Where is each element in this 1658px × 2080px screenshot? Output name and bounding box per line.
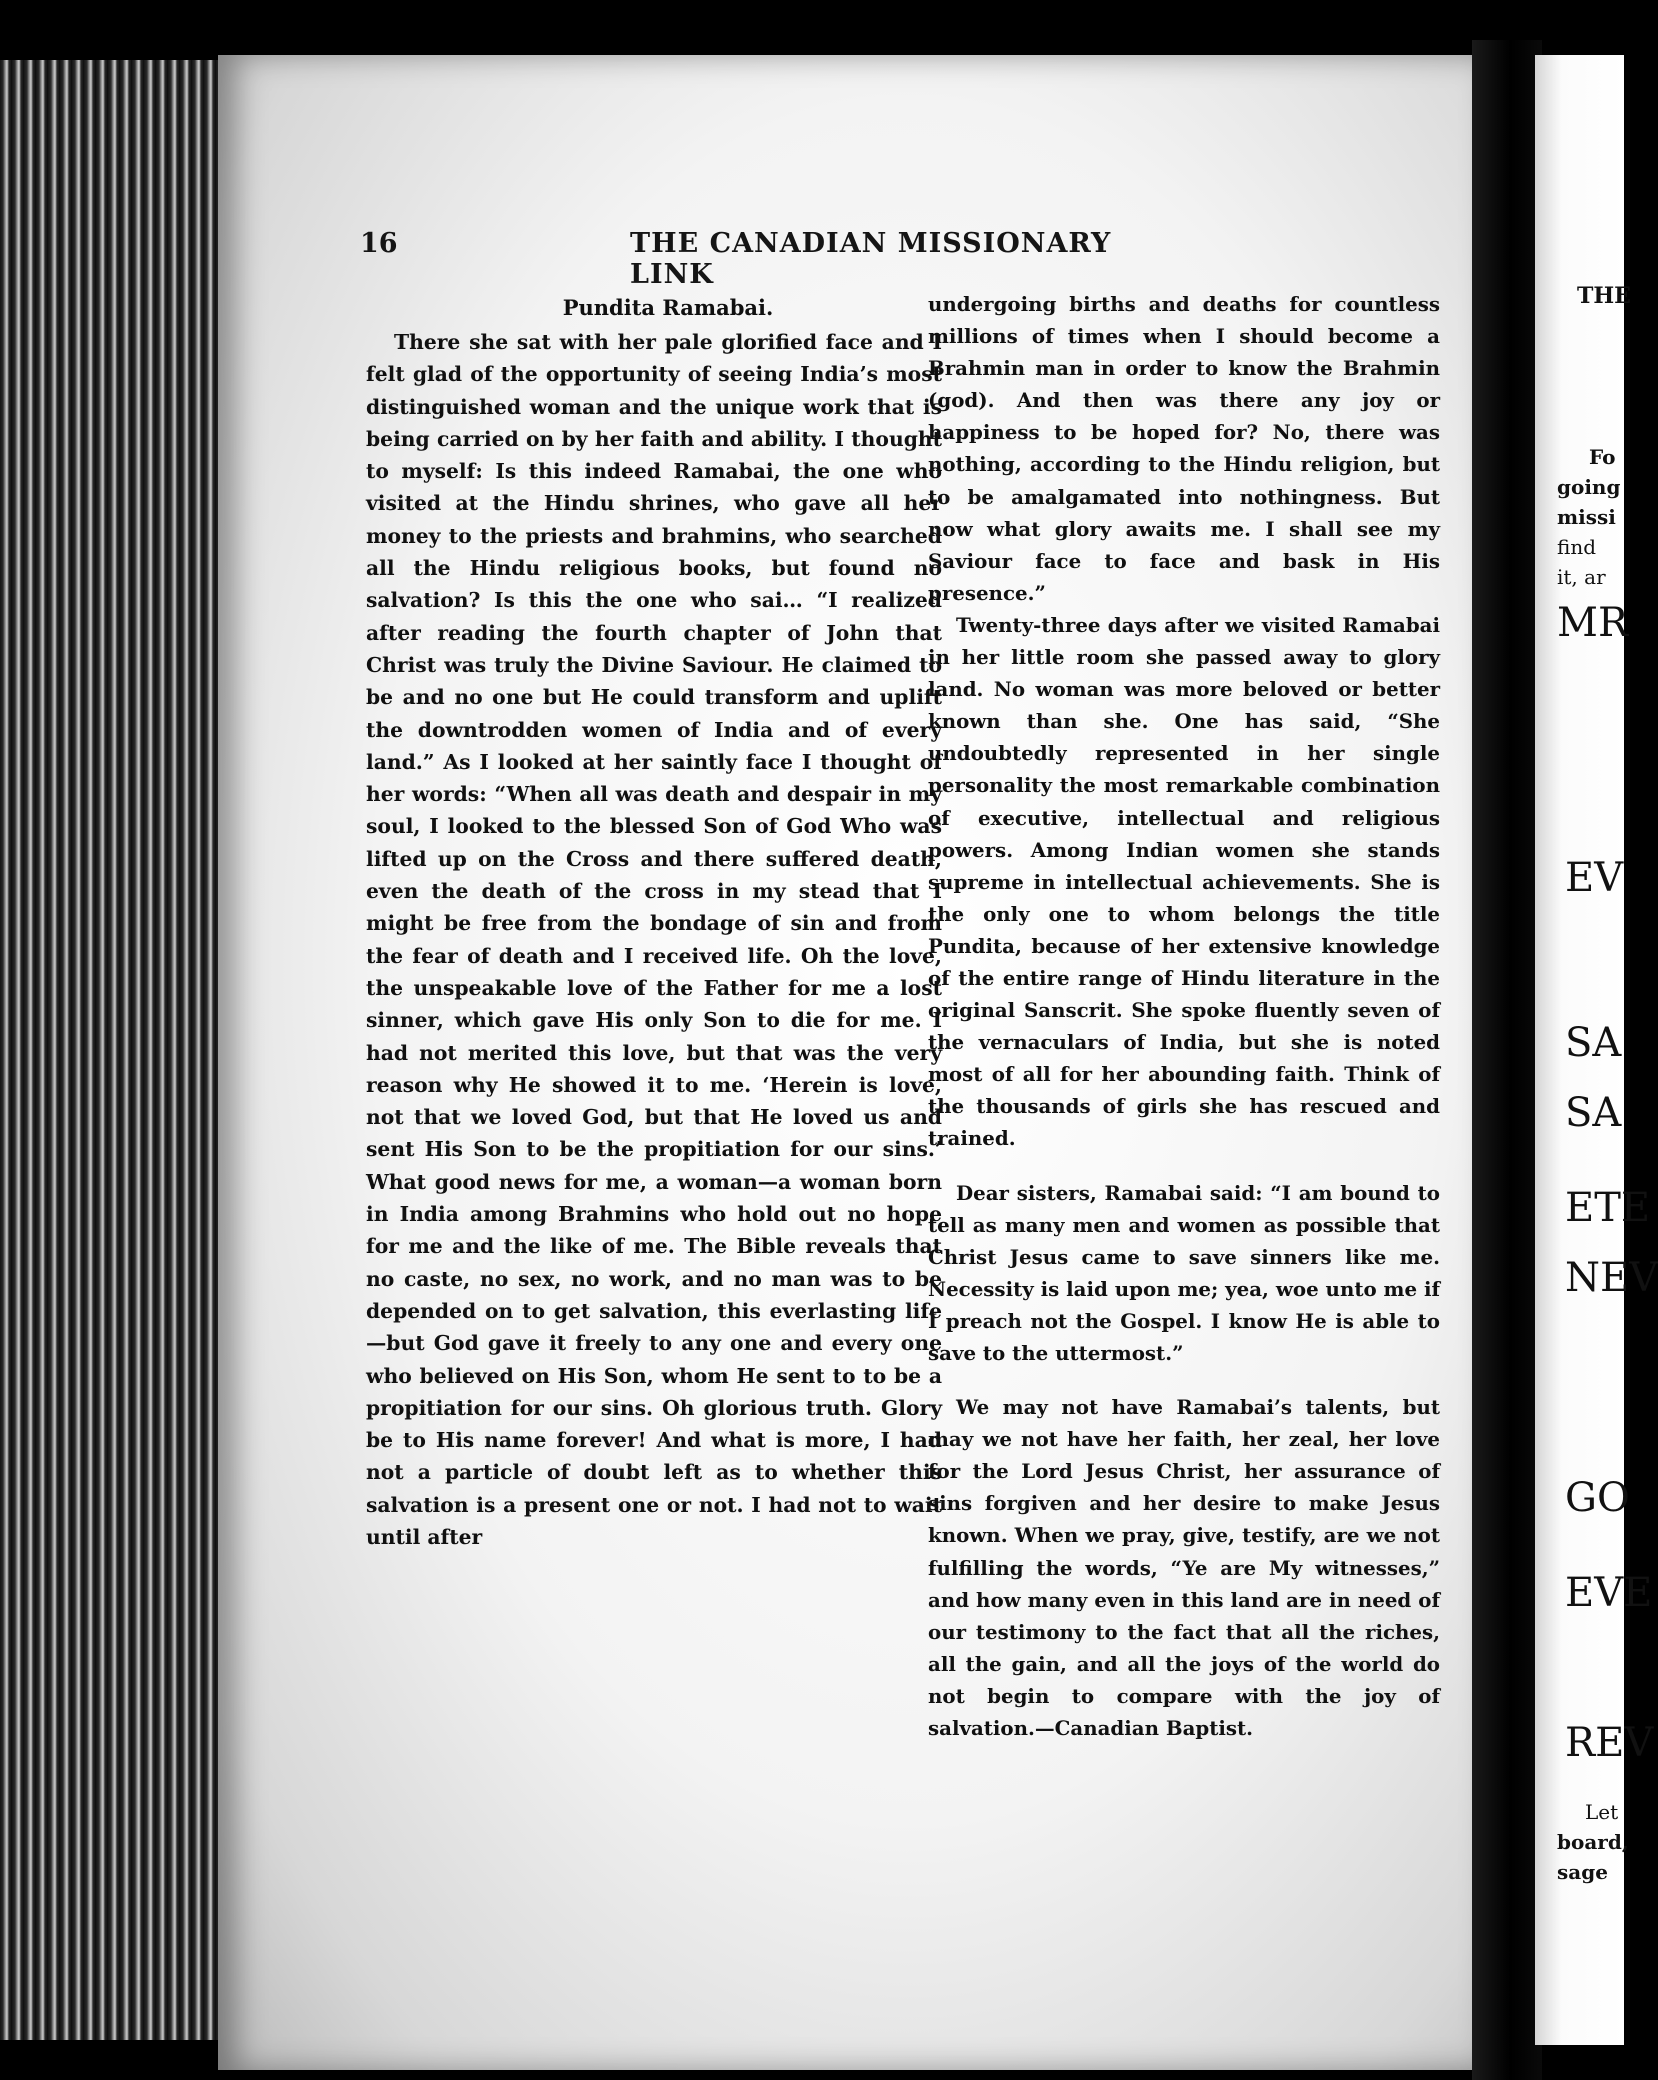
article-paragraph: There she sat with her pale glorified face and I felt glad of the opportunity of seeing India’s most distinguished woman and the unique work that is being carried on by her faith and ability. I thought to myself: Is this indeed Ramabai, the one who visited at the Hindu shrines, who gave all her money to the priests and brahmins, who searched all the Hindu religious books, but found no salvation? Is this the one who sai… “I realized after reading the fourth chapter of John that Christ was truly the Divine Saviour. He claimed to be and no one but He could transform and uplift the downtrodden women of India and of every land.” As I looked at her saintly face I thought of her words: “When all was death and despair in my soul, I looked to the blessed Son of God Who was lifted up on the Cross and there suffered death, even the death of the cross in my stead that I might be free from the bondage of sin and from the fear of death and I received life. Oh the love, the unspeakable love of the Father for me a lost sinner, which gave His only Son to die for me. I had not merited this love, but that was the very reason why He showed it to me. ‘Herein is love, not that we loved God, but that He loved us and sent His Son to be the propitiation for our sins.’ What good news for me, a woman—a woman born in India among Brahmins who hold out no hope for me and the like of me. The Bible reveals that no caste, no sex, no work, and no man was to be depended on to get salvation, this everlasting life—but God gave it freely to any one and every one who believed on His Son, whom He sent to to be a propitiation for our sins. Oh glorious truth. Glory be to His name forever! And what is more, I had not a particle of doubt left as to whether this salvation is a present one or not. I had not to wait until after: [366, 330, 942, 1549]
next-page-initial: MR: [1557, 600, 1629, 646]
next-page-line: missi: [1557, 505, 1616, 529]
next-page-line: board,: [1557, 1830, 1629, 1854]
article-paragraph: undergoing births and deaths for countless millions of times when I should become a Brahmin man in order to know the Brahmin (god). And then was there any joy or happiness to be hoped for? No, there was nothing, according to the Hindu religion, but to be amalgamated into nothingness. But now what glory awaits me. I shall see my Saviour face to face and bask in His presence.”: [928, 292, 1440, 605]
right-column: [928, 288, 1440, 1744]
next-page-line: Let: [1585, 1800, 1619, 1824]
next-page-initial: SA: [1565, 1090, 1622, 1136]
next-page-initial: EVE: [1565, 1570, 1653, 1616]
running-header: [360, 228, 1180, 290]
next-page-header: THE: [1577, 283, 1631, 309]
next-page-initial: REV: [1565, 1720, 1654, 1766]
page-number: 16: [360, 228, 398, 259]
next-page-fragment: [1535, 55, 1658, 2045]
next-page-initial: EV: [1565, 855, 1624, 901]
book-gutter: [1472, 40, 1542, 2080]
next-page-line: Fo: [1589, 445, 1616, 469]
next-page-line: it, ar: [1557, 565, 1606, 589]
left-column: [366, 292, 942, 1553]
article-paragraph: We may not have Ramabai’s talents, but may we not have her faith, her zeal, her love for the Lord Jesus Christ, her assurance of sins forgiven and her desire to make Jesus known. When we pray, give, testify, are we not fulfilling the words, “Ye are My witnesses,” and how many even in this land are in need of our testimony to the fact that all the riches, all the gain, and all the joys of the world do not begin to compare with the joy of salvation.—Canadian Baptist.: [928, 1395, 1440, 1741]
article-paragraph: Twenty-three days after we visited Ramabai in her little room she passed away to glory land. No woman was more beloved or better known than she. One has said, “She undoubtedly represented in her single personality the most remarkable combination of executive, intellectual and religious powers. Among Indian women she stands supreme in intellectual achievements. She is the only one to whom belongs the title Pundita, because of her extensive knowledge of the entire range of Hindu literature in the original Sanscrit. She spoke fluently seven of the vernaculars of India, but she is noted most of all for her abounding faith. Think of the thousands of girls she has rescued and trained.: [928, 612, 1440, 1151]
next-page-line: find: [1557, 535, 1597, 559]
book-page-edges: [0, 60, 230, 2040]
article-title: Pundita Ramabai.: [562, 295, 774, 320]
next-page-initial: GO: [1565, 1475, 1630, 1521]
next-page-line: sage: [1557, 1860, 1608, 1884]
next-page-initial: ETE: [1565, 1185, 1651, 1231]
next-page-line: going: [1557, 475, 1621, 499]
publication-title: THE CANADIAN MISSIONARY LINK: [630, 228, 1112, 290]
article-paragraph: Dear sisters, Ramabai said: “I am bound to tell as many men and women as possible that Christ Jesus came to save sinners like me. Necessity is laid upon me; yea, woe unto me if I preach not the Gospel. I know He is able to save to the uttermost.”: [928, 1180, 1440, 1365]
next-page-initial: SA: [1565, 1020, 1622, 1066]
next-page-initial: NEV: [1565, 1255, 1658, 1301]
